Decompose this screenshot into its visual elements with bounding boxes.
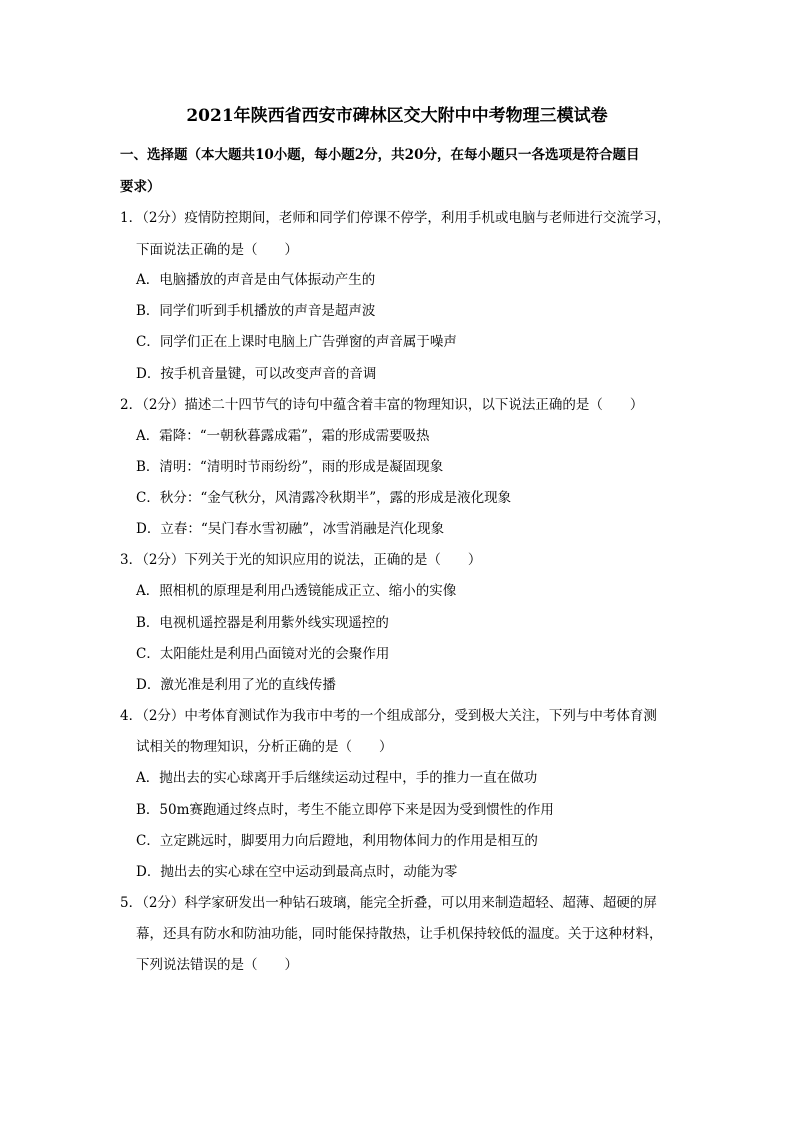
question-4-stem-continued: 试相关的物理知识，分析正确的是（ ）: [136, 739, 393, 755]
question-4-option-a: A．抛出去的实心球离开手后继续运动过程中，手的推力一直在做功: [136, 770, 538, 786]
question-4-option-c: C．立定跳远时，脚要用力向后蹬地，利用物体间力的作用是相互的: [136, 833, 538, 849]
question-4-option-b: B．50m赛跑通过终点时，考生不能立即停下来是因为受到惯性的作用: [136, 802, 554, 818]
question-1-option-d: D．按手机音量键，可以改变声音的音调: [136, 366, 377, 382]
question-4-option-d: D．抛出去的实心球在空中运动到最高点时，动能为零: [136, 864, 458, 880]
question-3-stem: 3．（2分）下列关于光的知识应用的说法，正确的是（ ）: [120, 552, 482, 568]
section-heading: 一、选择题（本大题共10小题，每小题2分，共20分，在每小题只一各选项是符合题目: [120, 147, 640, 163]
question-3-option-d: D．激光准是利用了光的直线传播: [136, 677, 336, 693]
question-2-option-a: A．霜降：“一朝秋暮露成霜”，霜的形成需要吸热: [136, 428, 430, 444]
question-5-stem-end: 下列说法错误的是（ ）: [136, 957, 298, 973]
question-3-option-c: C．太阳能灶是利用凸面镜对光的会聚作用: [136, 646, 390, 662]
exam-title: 2021年陕西省西安市碑林区交大附中中考物理三模试卷: [186, 106, 608, 126]
question-5-stem: 5．（2分）科学家研发出一种钻石玻璃，能完全折叠，可以用来制造超轻、超薄、超硬的屏: [120, 895, 657, 911]
question-4-stem: 4．（2分）中考体育测试作为我市中考的一个组成部分，受到极大关注，下列与中考体育测: [120, 708, 657, 724]
question-2-stem: 2．（2分）描述二十四节气的诗句中蕴含着丰富的物理知识，以下说法正确的是（ ）: [120, 397, 644, 413]
question-1-stem-continued: 下面说法正确的是（ ）: [136, 242, 298, 258]
question-2-option-d: D．立春：“吴门春水雪初融”，冰雪消融是汽化现象: [136, 521, 445, 537]
question-2-option-b: B．清明：“清明时节雨纷纷”，雨的形成是凝固现象: [136, 459, 444, 475]
question-3-option-a: A．照相机的原理是利用凸透镜能成正立、缩小的实像: [136, 583, 457, 599]
question-2-option-c: C．秋分：“金气秋分，风清露冷秋期半”，露的形成是液化现象: [136, 490, 512, 506]
question-3-option-b: B．电视机遥控器是利用紫外线实现遥控的: [136, 615, 389, 631]
question-1-option-c: C．同学们正在上课时电脑上广告弹窗的声音属于噪声: [136, 334, 457, 350]
question-1-stem: 1．（2分）疫情防控期间，老师和同学们停课不停学，利用手机或电脑与老师进行交流学习，: [120, 210, 671, 226]
question-1-option-a: A．电脑播放的声音是由气体振动产生的: [136, 272, 376, 288]
question-1-option-b: B．同学们听到手机播放的声音是超声波: [136, 303, 376, 319]
section-heading-continued: 要求）: [120, 179, 161, 195]
question-5-stem-continued: 幕，还具有防水和防油功能，同时能保持散热，让手机保持较低的温度。关于这种材料，: [136, 926, 663, 942]
